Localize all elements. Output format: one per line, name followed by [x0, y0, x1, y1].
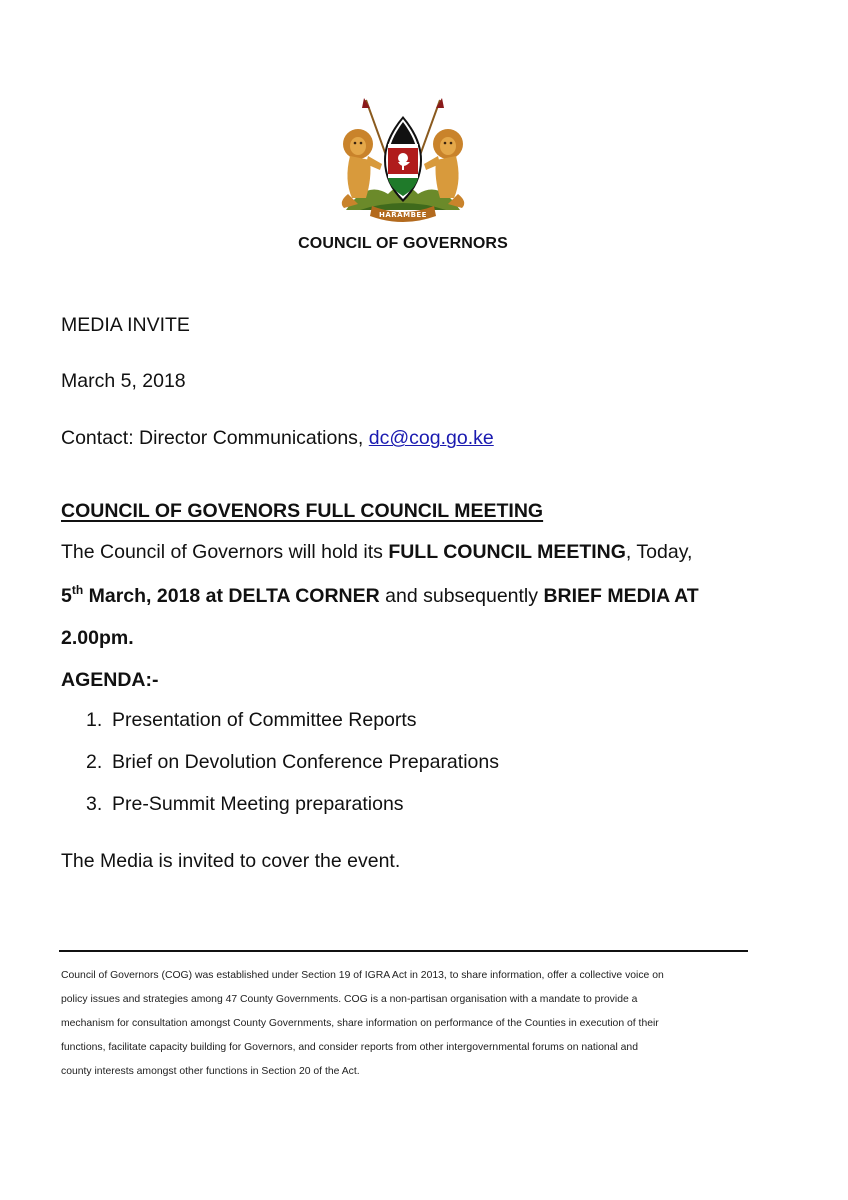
meeting-heading: COUNCIL OF GOVENORS FULL COUNCIL MEETING	[61, 500, 544, 522]
agenda-item-number: 1.	[86, 709, 103, 731]
agenda-item	[86, 751, 499, 774]
invite-date: March 5, 2018	[61, 370, 186, 392]
meeting-line1-pre: The Council of Governors will hold its	[61, 541, 389, 563]
coat-of-arms-emblem	[336, 98, 470, 224]
contact-email-link[interactable]: dc@cog.go.ke	[368, 427, 494, 449]
meeting-line1-bold: FULL COUNCIL MEETING	[388, 541, 626, 563]
meeting-time: 2.00pm.	[61, 627, 134, 649]
agenda-item-text: Pre-Summit Meeting preparations	[112, 793, 404, 815]
footer-line: functions, facilitate capacity building for Governors, and consider reports from other intergovernmental forums on national and	[61, 1042, 638, 1053]
agenda-item-text: Brief on Devolution Conference Preparations	[112, 751, 499, 773]
emblem-motto: HARAMBEE	[379, 211, 427, 219]
closing-statement: The Media is invited to cover the event.	[61, 850, 401, 872]
agenda-item	[86, 793, 404, 816]
meeting-line-2	[61, 585, 699, 608]
meeting-date-venue: March, 2018 at DELTA CORNER	[83, 585, 380, 607]
footer-about	[61, 964, 751, 1084]
meeting-day-suffix: th	[71, 583, 84, 597]
footer-line: policy issues and strategies among 47 County Governments. COG is a non-partisan organisation with a mandate to provide a	[61, 994, 638, 1005]
footer-divider	[59, 950, 748, 952]
meeting-line-1	[61, 541, 692, 564]
agenda-item-number: 3.	[86, 793, 103, 815]
meeting-line2-mid: and subsequently	[379, 585, 544, 607]
agenda-item	[86, 709, 417, 732]
meeting-line1-post: , Today,	[625, 541, 693, 563]
agenda-item-text: Presentation of Committee Reports	[112, 709, 417, 731]
organization-title: COUNCIL OF GOVERNORS	[298, 235, 508, 252]
meeting-brief-media: BRIEF MEDIA AT	[543, 585, 699, 607]
invite-type: MEDIA INVITE	[61, 314, 190, 336]
agenda-title: AGENDA:-	[61, 669, 159, 691]
agenda-item-number: 2.	[86, 751, 103, 773]
footer-line: county interests amongst other functions in Section 20 of the Act.	[61, 1066, 360, 1077]
contact-line	[61, 427, 494, 450]
footer-line: Council of Governors (COG) was established under Section 19 of IGRA Act in 2013, to share information, offer a collective voice on	[61, 970, 664, 981]
meeting-day: 5	[61, 585, 72, 607]
contact-label: Contact: Director Communications,	[61, 427, 364, 449]
footer-line: mechanism for consultation amongst County Governments, share information on performance of the Counties in execution of their	[61, 1018, 659, 1029]
